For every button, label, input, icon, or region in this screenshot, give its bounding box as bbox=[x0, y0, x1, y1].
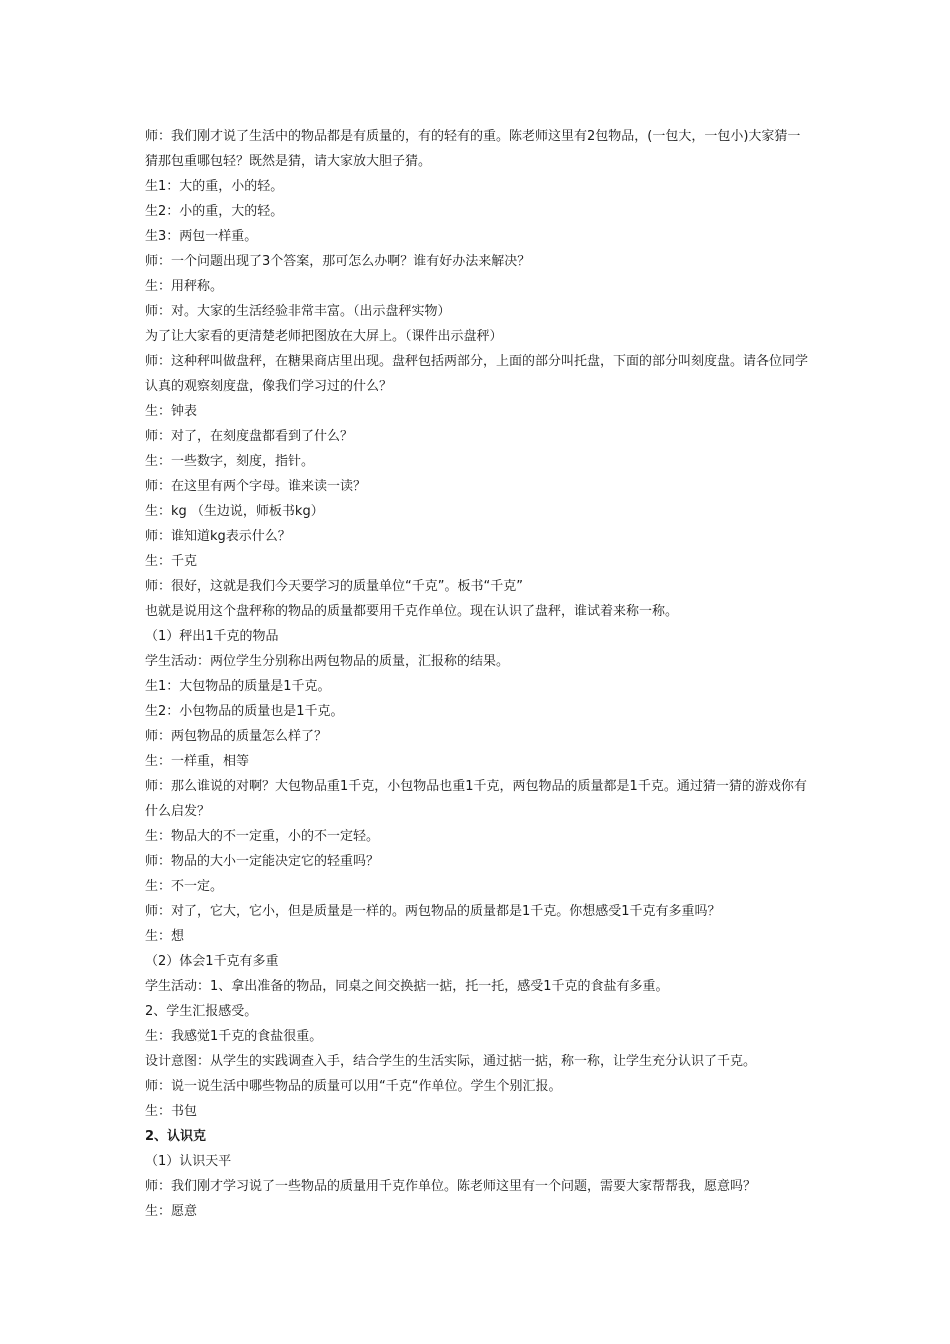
text-line: 生：用秤称。 bbox=[145, 279, 224, 294]
text-line: 师：物品的大小一定能决定它的轻重吗？ bbox=[145, 854, 380, 869]
text-line: 师：这种秤叫做盘秤，在糖果商店里出现。盘秤包括两部分，上面的部分叫托盘，下面的部分叫刻度盘。请各位同学认真的观察刻度盘，像我们学习过的什么？ bbox=[145, 354, 809, 394]
text-line: 生：千克 bbox=[145, 554, 198, 569]
text-line: （2）体会1千克有多重 bbox=[145, 954, 279, 969]
text-line: 生：一些数字，刻度，指针。 bbox=[145, 454, 315, 469]
text-line: 生1：大包物品的质量是1千克。 bbox=[145, 679, 331, 694]
section-heading: 2、认识克 bbox=[145, 1129, 207, 1144]
text-line: 学生活动：1、拿出准备的物品，同桌之间交换掂一掂，托一托，感受1千克的食盐有多重。 bbox=[145, 979, 669, 994]
text-line: 师：谁知道kg表示什么？ bbox=[145, 529, 291, 544]
text-line: 生3：两包一样重。 bbox=[145, 229, 258, 244]
text-line: 生：我感觉1千克的食盐很重。 bbox=[145, 1029, 323, 1044]
text-line: 师：那么谁说的对啊？大包物品重1千克，小包物品也重1千克，两包物品的质量都是1千克。通过猜一猜的游戏你有什么启发？ bbox=[145, 779, 807, 819]
text-line: 师：我们刚才学习说了一些物品的质量用千克作单位。陈老师这里有一个问题，需要大家帮帮我，愿意吗？ bbox=[145, 1179, 757, 1194]
text-line: 生：想 bbox=[145, 929, 185, 944]
text-line: 生：钟表 bbox=[145, 404, 198, 419]
text-line: 生：一样重，相等 bbox=[145, 754, 250, 769]
text-line: 生：愿意 bbox=[145, 1204, 198, 1219]
text-line: 生2：小包物品的质量也是1千克。 bbox=[145, 704, 344, 719]
text-line: 师：对了，在刻度盘都看到了什么？ bbox=[145, 429, 354, 444]
text-line: 生2：小的重，大的轻。 bbox=[145, 204, 284, 219]
text-line: （1）认识天平 bbox=[145, 1154, 232, 1169]
text-line: 2、学生汇报感受。 bbox=[145, 1004, 258, 1019]
text-line: 师：很好，这就是我们今天要学习的质量单位“千克”。板书“千克” bbox=[145, 579, 523, 594]
text-line: 生：kg （生边说，师板书kg） bbox=[145, 504, 324, 519]
text-line: 师：在这里有两个字母。谁来读一读？ bbox=[145, 479, 367, 494]
text-line: 师：我们刚才说了生活中的物品都是有质量的，有的轻有的重。陈老师这里有2包物品，(一包大，一包小)大家猜一猜那包重哪包轻？既然是猜，请大家放大胆子猜。 bbox=[145, 129, 801, 169]
document-body bbox=[145, 124, 813, 1224]
text-line: 生：不一定。 bbox=[145, 879, 224, 894]
text-line: 学生活动：两位学生分别称出两包物品的质量，汇报称的结果。 bbox=[145, 654, 510, 669]
text-line: 师：两包物品的质量怎么样了？ bbox=[145, 729, 328, 744]
text-line: （1）秤出1千克的物品 bbox=[145, 629, 279, 644]
text-line: 也就是说用这个盘秤称的物品的质量都要用千克作单位。现在认识了盘秤，谁试着来称一称。 bbox=[145, 604, 679, 619]
text-line: 为了让大家看的更清楚老师把图放在大屏上。（课件出示盘秤） bbox=[145, 329, 503, 344]
text-line: 生：物品大的不一定重，小的不一定轻。 bbox=[145, 829, 380, 844]
text-line: 师：对了，它大，它小，但是质量是一样的。两包物品的质量都是1千克。你想感受1千克有多重吗？ bbox=[145, 904, 721, 919]
text-line: 师：一个问题出现了3个答案，那可怎么办啊？谁有好办法来解决？ bbox=[145, 254, 531, 269]
text-line: 生：书包 bbox=[145, 1104, 198, 1119]
text-line: 师：对。大家的生活经验非常丰富。（出示盘秤实物） bbox=[145, 304, 451, 319]
text-line: 师：说一说生活中哪些物品的质量可以用“千克“作单位。学生个别汇报。 bbox=[145, 1079, 562, 1094]
text-line: 设计意图：从学生的实践调查入手，结合学生的生活实际，通过掂一掂，称一称，让学生充分认识了千克。 bbox=[145, 1054, 757, 1069]
text-line: 生1：大的重，小的轻。 bbox=[145, 179, 284, 194]
